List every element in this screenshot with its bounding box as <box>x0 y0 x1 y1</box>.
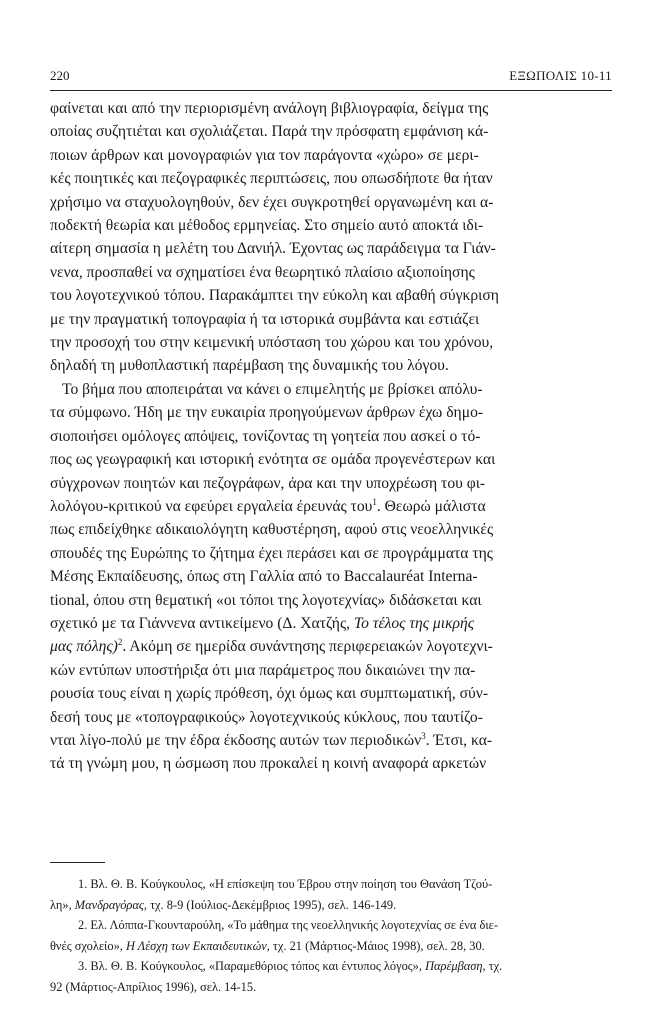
footnote-1: 1. Βλ. Θ. Β. Κούγκουλος, «Η επίσκεψη του Έβρου στην ποίηση του Θανάση Τζού- <box>78 877 493 891</box>
body-text-segment: νται λίγο-πολύ με την έδρα έκδοσης αυτών των περιοδικών <box>50 731 422 749</box>
work-title: μας πόλης) <box>50 638 118 656</box>
footnote-text: 3. Βλ. Θ. Β. Κούγκουλος, «Παραμεθόριος τόπος και έντυπος λόγος», <box>78 959 426 973</box>
footnote-marker[interactable]: 2 <box>117 637 123 648</box>
footnote-1-cont <box>50 895 612 916</box>
body-line: με την πραγματική τοπογραφία ή τα ιστορικά συμβάντα και εστιάζει <box>50 310 480 328</box>
footnote-text: , τχ. <box>482 959 503 973</box>
body-text-segment: . Θεωρώ μάλιστα <box>376 497 486 515</box>
body-line <box>50 635 612 658</box>
body-line: σιοποιήσει ομόλογες απόψεις, τονίζοντας τη γοητεία που ασκεί ο τό- <box>50 427 481 445</box>
body-line: πως επιδείχθηκε αδικαιολόγητη καθυστέρηση, αφού στις νεοελληνικές <box>50 521 494 539</box>
body-line: σύγχρονων ποιητών και πεζογράφων, άρα και την υποχρέωση του φι- <box>50 474 486 492</box>
journal-title: Η Λέσχη των Εκπαιδευτικών <box>125 938 267 953</box>
body-line: ποδεκτή θεωρία και μέθοδος ερμηνείας. Στο σημείο αυτό αποκτά ιδι- <box>50 217 484 235</box>
body-line: χρήσιμο να σταχυολογηθούν, δεν έχει συγκροτηθεί οργανωμένη και α- <box>50 193 494 211</box>
body-line <box>50 612 612 635</box>
body-line: πος ως γεωγραφική και ιστορική ενότητα σε ομάδα προγενέστερων και <box>50 451 496 469</box>
body-line: τα σύμφωνο. Ήδη με την ευκαιρία προηγούμενων άρθρων έχω δημο- <box>50 404 484 422</box>
footnote-3-cont: 92 (Μάρτιος-Απρίλιος 1996), σελ. 14-15. <box>50 979 257 994</box>
body-line: Μέσης Εκπαίδευσης, όπως στη Γαλλία από το Baccalauréat Interna- <box>50 568 478 586</box>
journal-title: Παρέμβαση <box>425 959 483 973</box>
body-text-segment: . Έτσι, κα- <box>425 731 493 749</box>
body-line: Το βήμα που αποπειράται να κάνει ο επιμελητής με βρίσκει απόλυ- <box>62 380 483 398</box>
body-text-segment: σχετικό με τα Γιάννενα αντικείμενο (Δ. Χατζής, <box>50 614 354 632</box>
footnote-marker[interactable]: 3 <box>421 730 426 741</box>
body-text <box>50 97 612 776</box>
body-line: νενα, προσπαθεί να σχηματίσει ένα θεωρητικό πλαίσιο αξιοποίησης <box>50 263 475 281</box>
footnote-2: 2. Ελ. Λόππα-Γκουνταρούλη, «Το μάθημα της νεοελληνικής λογοτεχνίας σε ένα διε- <box>78 918 498 932</box>
page-number: 220 <box>50 68 70 83</box>
running-head: ΕΞΩΠΟΛΙΣ 10-11 <box>509 68 612 83</box>
footnote-2-cont <box>50 936 612 957</box>
body-text-segment: . Ακόμη σε ημερίδα συνάντησης περιφερειακών λογοτεχνι- <box>122 638 493 656</box>
footnote-rule <box>50 862 105 863</box>
body-line: τά τη γνώμη μου, η ώσμωση που προκαλεί η κοινή αναφορά αρκετών <box>50 755 487 773</box>
body-line <box>50 729 612 752</box>
journal-title: Μανδραγόρας <box>74 897 144 912</box>
body-line: αίτερη σημασία η μελέτη του Δανιήλ. Έχοντας ως παράδειγμα τα Γιάν- <box>50 240 496 258</box>
footnote-text: θνές σχολείο», <box>50 938 126 953</box>
footnote-3 <box>50 956 612 977</box>
body-line: δεσή τους με «τοπογραφικούς» λογοτεχνικούς κύκλους, που ταυτίζο- <box>50 708 483 726</box>
body-line: ρουσία τους είναι η χωρίς πρόθεση, όχι όμως και συμπτωματική, σύν- <box>50 685 489 703</box>
footnote-marker[interactable]: 1 <box>372 496 377 507</box>
body-line <box>50 495 612 518</box>
body-line: κές ποιητικές και πεζογραφικές περιπτώσεις, που οπωσδήποτε θα ήταν <box>50 170 493 188</box>
body-line: φαίνεται και από την περιορισμένη ανάλογη βιβλιογραφία, δείγμα της <box>50 100 489 117</box>
body-line: του λογοτεχνικού τόπου. Παρακάμπτει την εύκολη και αβαθή σύγκριση <box>50 287 499 305</box>
footnote-text: , τχ. 8-9 (Ιούλιος-Δεκέμβριος 1995), σελ. 146-149. <box>143 897 397 912</box>
work-title: Το τέλος της μικρής <box>353 614 475 632</box>
body-line: ποιων άρθρων και μονογραφιών για τον παράγοντα «χώρο» σε μερι- <box>50 146 479 164</box>
body-line: την προσοχή του στην κειμενική υπόσταση του χώρου και του χρόνου, <box>50 334 494 352</box>
body-line: οποίας συζητιέται και σχολιάζεται. Παρά την πρόσφατη εμφάνιση κά- <box>50 123 489 141</box>
body-line: σπουδές της Ευρώπης το ζήτημα έχει περάσει και σε προγράμματα της <box>50 544 493 562</box>
footnotes <box>50 874 612 997</box>
body-line: κών εντύπων υποστήριξα ότι μια παράμετρος που δικαιώνει την πα- <box>50 661 476 679</box>
body-text-segment: λολόγου-κριτικού να εφεύρει εργαλεία έρευνάς του <box>50 497 373 515</box>
header-rule <box>50 90 612 91</box>
footnote-text: λη», <box>50 897 75 912</box>
body-line: δηλαδή τη μυθοπλαστική παρέμβαση της δυναμικής του λόγου. <box>50 357 449 375</box>
footnote-text: , τχ. 21 (Μάρτιος-Μάιος 1998), σελ. 28, 30. <box>266 938 485 953</box>
page-header <box>50 68 612 92</box>
body-line: tional, όπου στη θεματική «οι τόποι της λογοτεχνίας» διδάσκεται και <box>50 591 482 609</box>
